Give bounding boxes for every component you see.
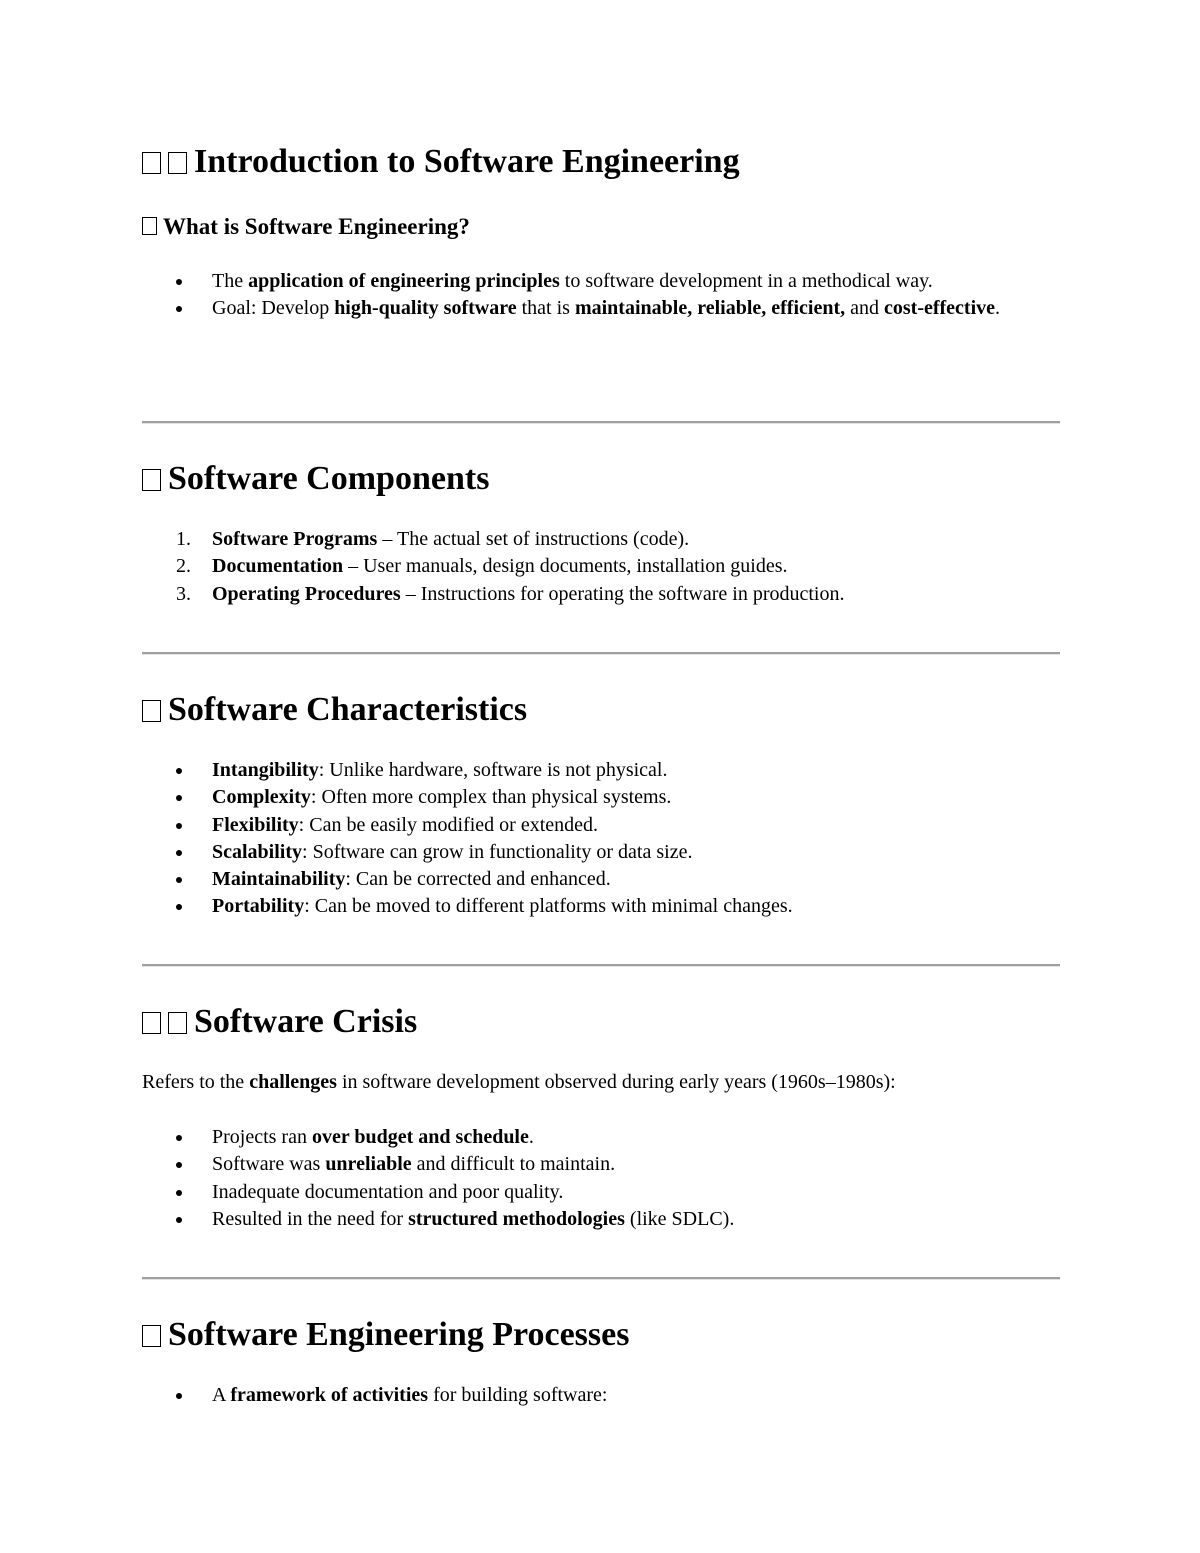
missing-glyph-icon	[168, 1012, 187, 1034]
list-item: The application of engineering principles to software development in a methodical way.	[142, 268, 1060, 295]
list-item: Resulted in the need for structured methodologies (like SDLC).	[142, 1206, 1060, 1233]
processes-heading	[142, 1315, 629, 1355]
list-item: Flexibility: Can be easily modified or extended.	[142, 812, 1060, 839]
missing-glyph-icon	[142, 152, 161, 174]
processes-list	[142, 1382, 1060, 1409]
missing-glyph-icon	[142, 1012, 161, 1034]
crisis-title: Software Crisis	[194, 1003, 418, 1040]
list-item: Complexity: Often more complex than physical systems.	[142, 784, 1060, 811]
characteristics-heading	[142, 690, 527, 730]
section-divider	[142, 421, 1060, 424]
list-item: 2. Documentation – User manuals, design documents, installation guides.	[176, 555, 788, 578]
processes-title: Software Engineering Processes	[168, 1316, 630, 1353]
what-is-title: What is Software Engineering?	[163, 214, 470, 239]
list-item: Goal: Develop high-quality software that is maintainable, reliable, efficient, and cost-effective.	[142, 295, 1060, 322]
section-divider	[142, 652, 1060, 655]
missing-glyph-icon	[142, 217, 157, 235]
crisis-list	[142, 1124, 1060, 1233]
missing-glyph-icon	[168, 152, 187, 174]
characteristics-list	[142, 757, 1060, 921]
list-item: A framework of activities for building software:	[142, 1382, 1060, 1409]
crisis-intro: Refers to the challenges in software development observed during early years (1960s–1980s):	[142, 1071, 896, 1093]
what-is-heading	[142, 213, 470, 241]
intro-heading	[142, 142, 740, 182]
list-item: Software was unreliable and difficult to maintain.	[142, 1151, 1060, 1178]
section-divider	[142, 1277, 1060, 1280]
components-title: Software Components	[168, 460, 490, 497]
missing-glyph-icon	[142, 469, 161, 491]
intro-title: Introduction to Software Engineering	[194, 143, 740, 180]
section-divider	[142, 964, 1060, 967]
list-item: Projects ran over budget and schedule.	[142, 1124, 1060, 1151]
list-item: Maintainability: Can be corrected and enhanced.	[142, 866, 1060, 893]
intro-list	[142, 268, 1060, 323]
list-item: Scalability: Software can grow in functionality or data size.	[142, 839, 1060, 866]
list-item: Intangibility: Unlike hardware, software is not physical.	[142, 757, 1060, 784]
characteristics-title: Software Characteristics	[168, 691, 528, 728]
components-heading	[142, 459, 489, 499]
list-item: Inadequate documentation and poor quality.	[142, 1179, 1060, 1206]
missing-glyph-icon	[142, 700, 161, 722]
list-item: 3. Operating Procedures – Instructions for operating the software in production.	[176, 582, 845, 605]
components-list	[142, 526, 1060, 608]
list-item: Portability: Can be moved to different platforms with minimal changes.	[142, 893, 1060, 920]
list-item: 1. Software Programs – The actual set of instructions (code).	[176, 528, 690, 550]
missing-glyph-icon	[142, 1325, 161, 1347]
crisis-heading	[142, 1002, 417, 1042]
